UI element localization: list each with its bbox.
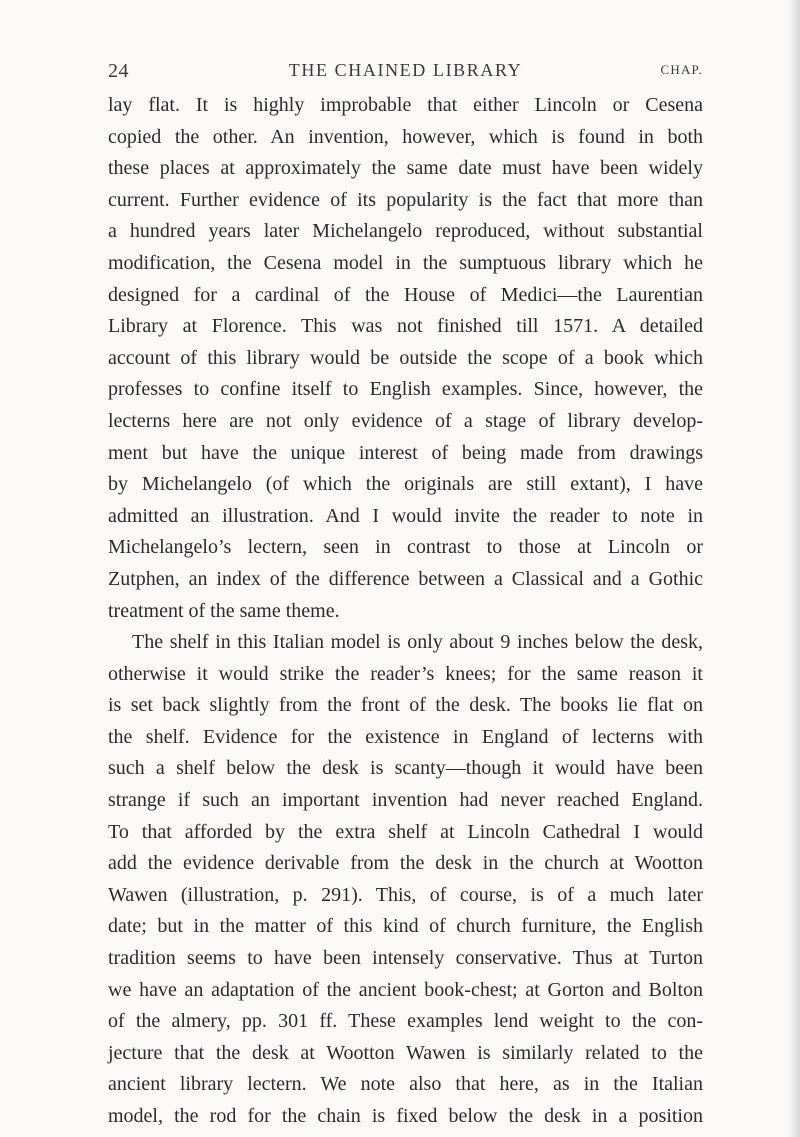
paragraph-1 xyxy=(108,90,703,627)
paragraph-2 xyxy=(108,627,703,1133)
running-head xyxy=(108,60,703,88)
text-line: model, the rod for the chain is fixed below the desk in a position xyxy=(108,1105,703,1127)
text-line: date; but in the matter of this kind of church furniture, the English xyxy=(108,915,703,938)
text-line: a hundred years later Michelangelo reproduced, without substantial xyxy=(108,220,703,243)
text-line: designed for a cardinal of the House of Medici—the Laurentian xyxy=(108,283,703,306)
text-line: lay flat. It is highly improbable that either Lincoln or Cesena xyxy=(108,94,703,116)
text-line: modification, the Cesena model in the sumptuous library which he xyxy=(108,251,703,274)
text-line: admitted an illustration. And I would invite the reader to note in xyxy=(108,504,703,527)
text-line: Zutphen, an index of the difference between a Classical and a Gothic xyxy=(108,567,703,590)
text-line: otherwise it would strike the reader’s knees; for the same reason it xyxy=(108,662,703,685)
text-line: add the evidence derivable from the desk in the church at Wootton xyxy=(108,852,703,875)
text-line: of the almery, pp. 301 ff. These examples lend weight to the con- xyxy=(108,1010,703,1033)
text-line: Library at Florence. This was not finished till 1571. A detailed xyxy=(108,315,703,338)
text-line: To that afforded by the extra shelf at Lincoln Cathedral I would xyxy=(108,820,703,843)
text-line: the shelf. Evidence for the existence in England of lecterns with xyxy=(108,725,703,748)
text-line: account of this library would be outside the scope of a book which xyxy=(108,346,703,369)
text-line: we have an adaptation of the ancient book-chest; at Gorton and Bolton xyxy=(108,978,703,1001)
text-line: such a shelf below the desk is scanty—though it would have been xyxy=(108,757,703,780)
text-line: current. Further evidence of its popularity is the fact that more than xyxy=(108,188,703,211)
text-line: ancient library lectern. We note also that here, as in the Italian xyxy=(108,1073,703,1096)
text-line: The shelf in this Italian model is only about 9 inches below the desk, xyxy=(132,631,703,654)
text-line: by Michelangelo (of which the originals are still extant), I have xyxy=(108,473,703,496)
text-line: is set back slightly from the front of the desk. The books lie flat on xyxy=(108,694,703,717)
running-title: THE CHAINED LIBRARY xyxy=(288,60,523,80)
body-text xyxy=(108,90,703,1133)
text-line: jecture that the desk at Wootton Wawen is similarly related to the xyxy=(108,1041,703,1064)
text-line: copied the other. An invention, however, which is found in both xyxy=(108,125,703,148)
text-line: strange if such an important invention had never reached England. xyxy=(108,789,703,812)
text-line: tradition seems to have been intensely conservative. Thus at Turton xyxy=(108,947,703,970)
page-number: 24 xyxy=(108,60,129,82)
text-line: professes to confine itself to English examples. Since, however, the xyxy=(108,378,703,401)
text-line: these places at approximately the same date must have been widely xyxy=(108,157,703,180)
page-edge-shadow xyxy=(788,0,800,1137)
text-line: Wawen (illustration, p. 291). This, of course, is of a much later xyxy=(108,883,703,906)
text-line: ment but have the unique interest of being made from drawings xyxy=(108,441,703,464)
text-line: Michelangelo’s lectern, seen in contrast to those at Lincoln or xyxy=(108,536,703,559)
text-line: lecterns here are not only evidence of a stage of library develop- xyxy=(108,409,703,432)
chapter-label: CHAP. xyxy=(660,62,703,77)
text-line: treatment of the same theme. xyxy=(108,599,340,622)
